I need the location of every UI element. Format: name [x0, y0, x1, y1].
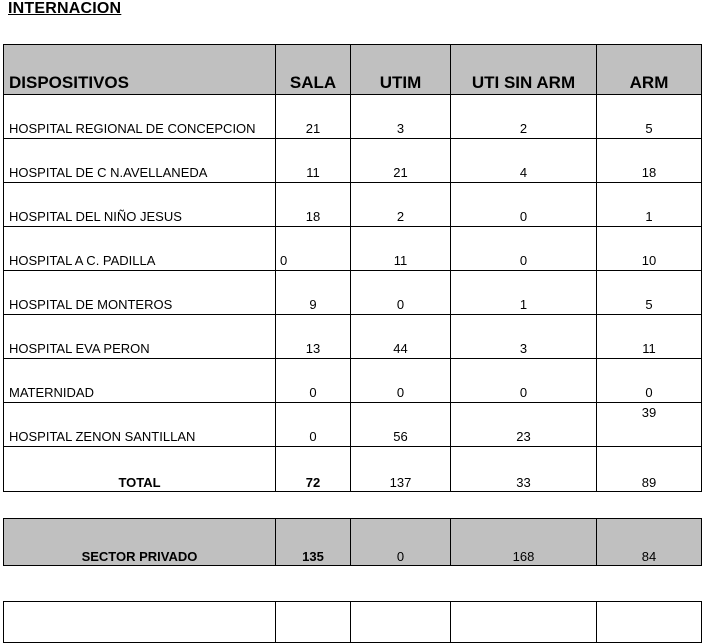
row-name: HOSPITAL DEL NIÑO JESUS	[4, 183, 276, 227]
cell-sala: 0	[276, 227, 351, 271]
row-name: HOSPITAL A C. PADILLA	[4, 227, 276, 271]
cell-uti-sin-arm: 1	[451, 271, 597, 315]
cell-utim: 3	[351, 95, 451, 139]
header-utim: UTIM	[351, 45, 451, 95]
cell-utim: 2	[351, 183, 451, 227]
cell-uti-sin-arm: 2	[451, 95, 597, 139]
cell-sala: 18	[276, 183, 351, 227]
cell-sala: 11	[276, 139, 351, 183]
header-dispositivos: DISPOSITIVOS	[4, 45, 276, 95]
private-label: SECTOR PRIVADO	[4, 519, 276, 566]
total-row	[4, 447, 702, 492]
table-row	[4, 183, 702, 227]
table-row	[4, 403, 702, 447]
total-utim: 137	[351, 447, 451, 492]
row-name: HOSPITAL ZENON SANTILLAN	[4, 403, 276, 447]
cell-arm: 10	[597, 227, 702, 271]
cell-arm: 18	[597, 139, 702, 183]
total-sala: 72	[276, 447, 351, 492]
cell-utim: 11	[351, 227, 451, 271]
total-label: TOTAL	[4, 447, 276, 492]
private-arm: 84	[597, 519, 702, 566]
table-row	[4, 139, 702, 183]
total-arm: 89	[597, 447, 702, 492]
private-sala: 135	[276, 519, 351, 566]
row-name: HOSPITAL DE MONTEROS	[4, 271, 276, 315]
page-title: INTERNACION	[8, 0, 122, 17]
table-row	[4, 95, 702, 139]
partial-cell	[597, 602, 702, 643]
internacion-table	[3, 44, 702, 492]
cell-uti-sin-arm: 4	[451, 139, 597, 183]
table-row	[4, 227, 702, 271]
cell-arm: 1	[597, 183, 702, 227]
cell-sala: 0	[276, 359, 351, 403]
cell-utim: 0	[351, 271, 451, 315]
total-uti-sin-arm: 33	[451, 447, 597, 492]
row-name: MATERNIDAD	[4, 359, 276, 403]
table-row	[4, 271, 702, 315]
header-sala: SALA	[276, 45, 351, 95]
cell-utim: 21	[351, 139, 451, 183]
next-table-partial	[3, 601, 702, 643]
cell-arm: 5	[597, 95, 702, 139]
row-name: HOSPITAL EVA PERON	[4, 315, 276, 359]
cell-arm-value: 39	[641, 405, 657, 420]
cell-arm	[597, 403, 702, 447]
table-row	[4, 359, 702, 403]
cell-sala: 0	[276, 403, 351, 447]
partial-cell	[4, 602, 276, 643]
cell-utim: 0	[351, 359, 451, 403]
private-sector-table	[3, 518, 702, 566]
cell-arm: 5	[597, 271, 702, 315]
private-utim: 0	[351, 519, 451, 566]
cell-uti-sin-arm: 0	[451, 359, 597, 403]
table-row	[4, 315, 702, 359]
cell-uti-sin-arm: 0	[451, 183, 597, 227]
partial-row	[4, 602, 702, 643]
row-name: HOSPITAL REGIONAL DE CONCEPCION	[4, 95, 276, 139]
partial-cell	[276, 602, 351, 643]
row-name: HOSPITAL DE C N.AVELLANEDA	[4, 139, 276, 183]
partial-cell	[451, 602, 597, 643]
cell-uti-sin-arm: 23	[451, 403, 597, 447]
cell-arm: 11	[597, 315, 702, 359]
partial-cell	[351, 602, 451, 643]
private-row	[4, 519, 702, 566]
cell-uti-sin-arm: 0	[451, 227, 597, 271]
cell-uti-sin-arm: 3	[451, 315, 597, 359]
cell-utim: 56	[351, 403, 451, 447]
cell-sala: 21	[276, 95, 351, 139]
cell-utim: 44	[351, 315, 451, 359]
private-uti-sin-arm: 168	[451, 519, 597, 566]
cell-arm: 0	[597, 359, 702, 403]
cell-sala: 13	[276, 315, 351, 359]
header-uti-sin-arm: UTI SIN ARM	[451, 45, 597, 95]
table-header-row	[4, 45, 702, 95]
header-arm: ARM	[597, 45, 702, 95]
cell-sala: 9	[276, 271, 351, 315]
